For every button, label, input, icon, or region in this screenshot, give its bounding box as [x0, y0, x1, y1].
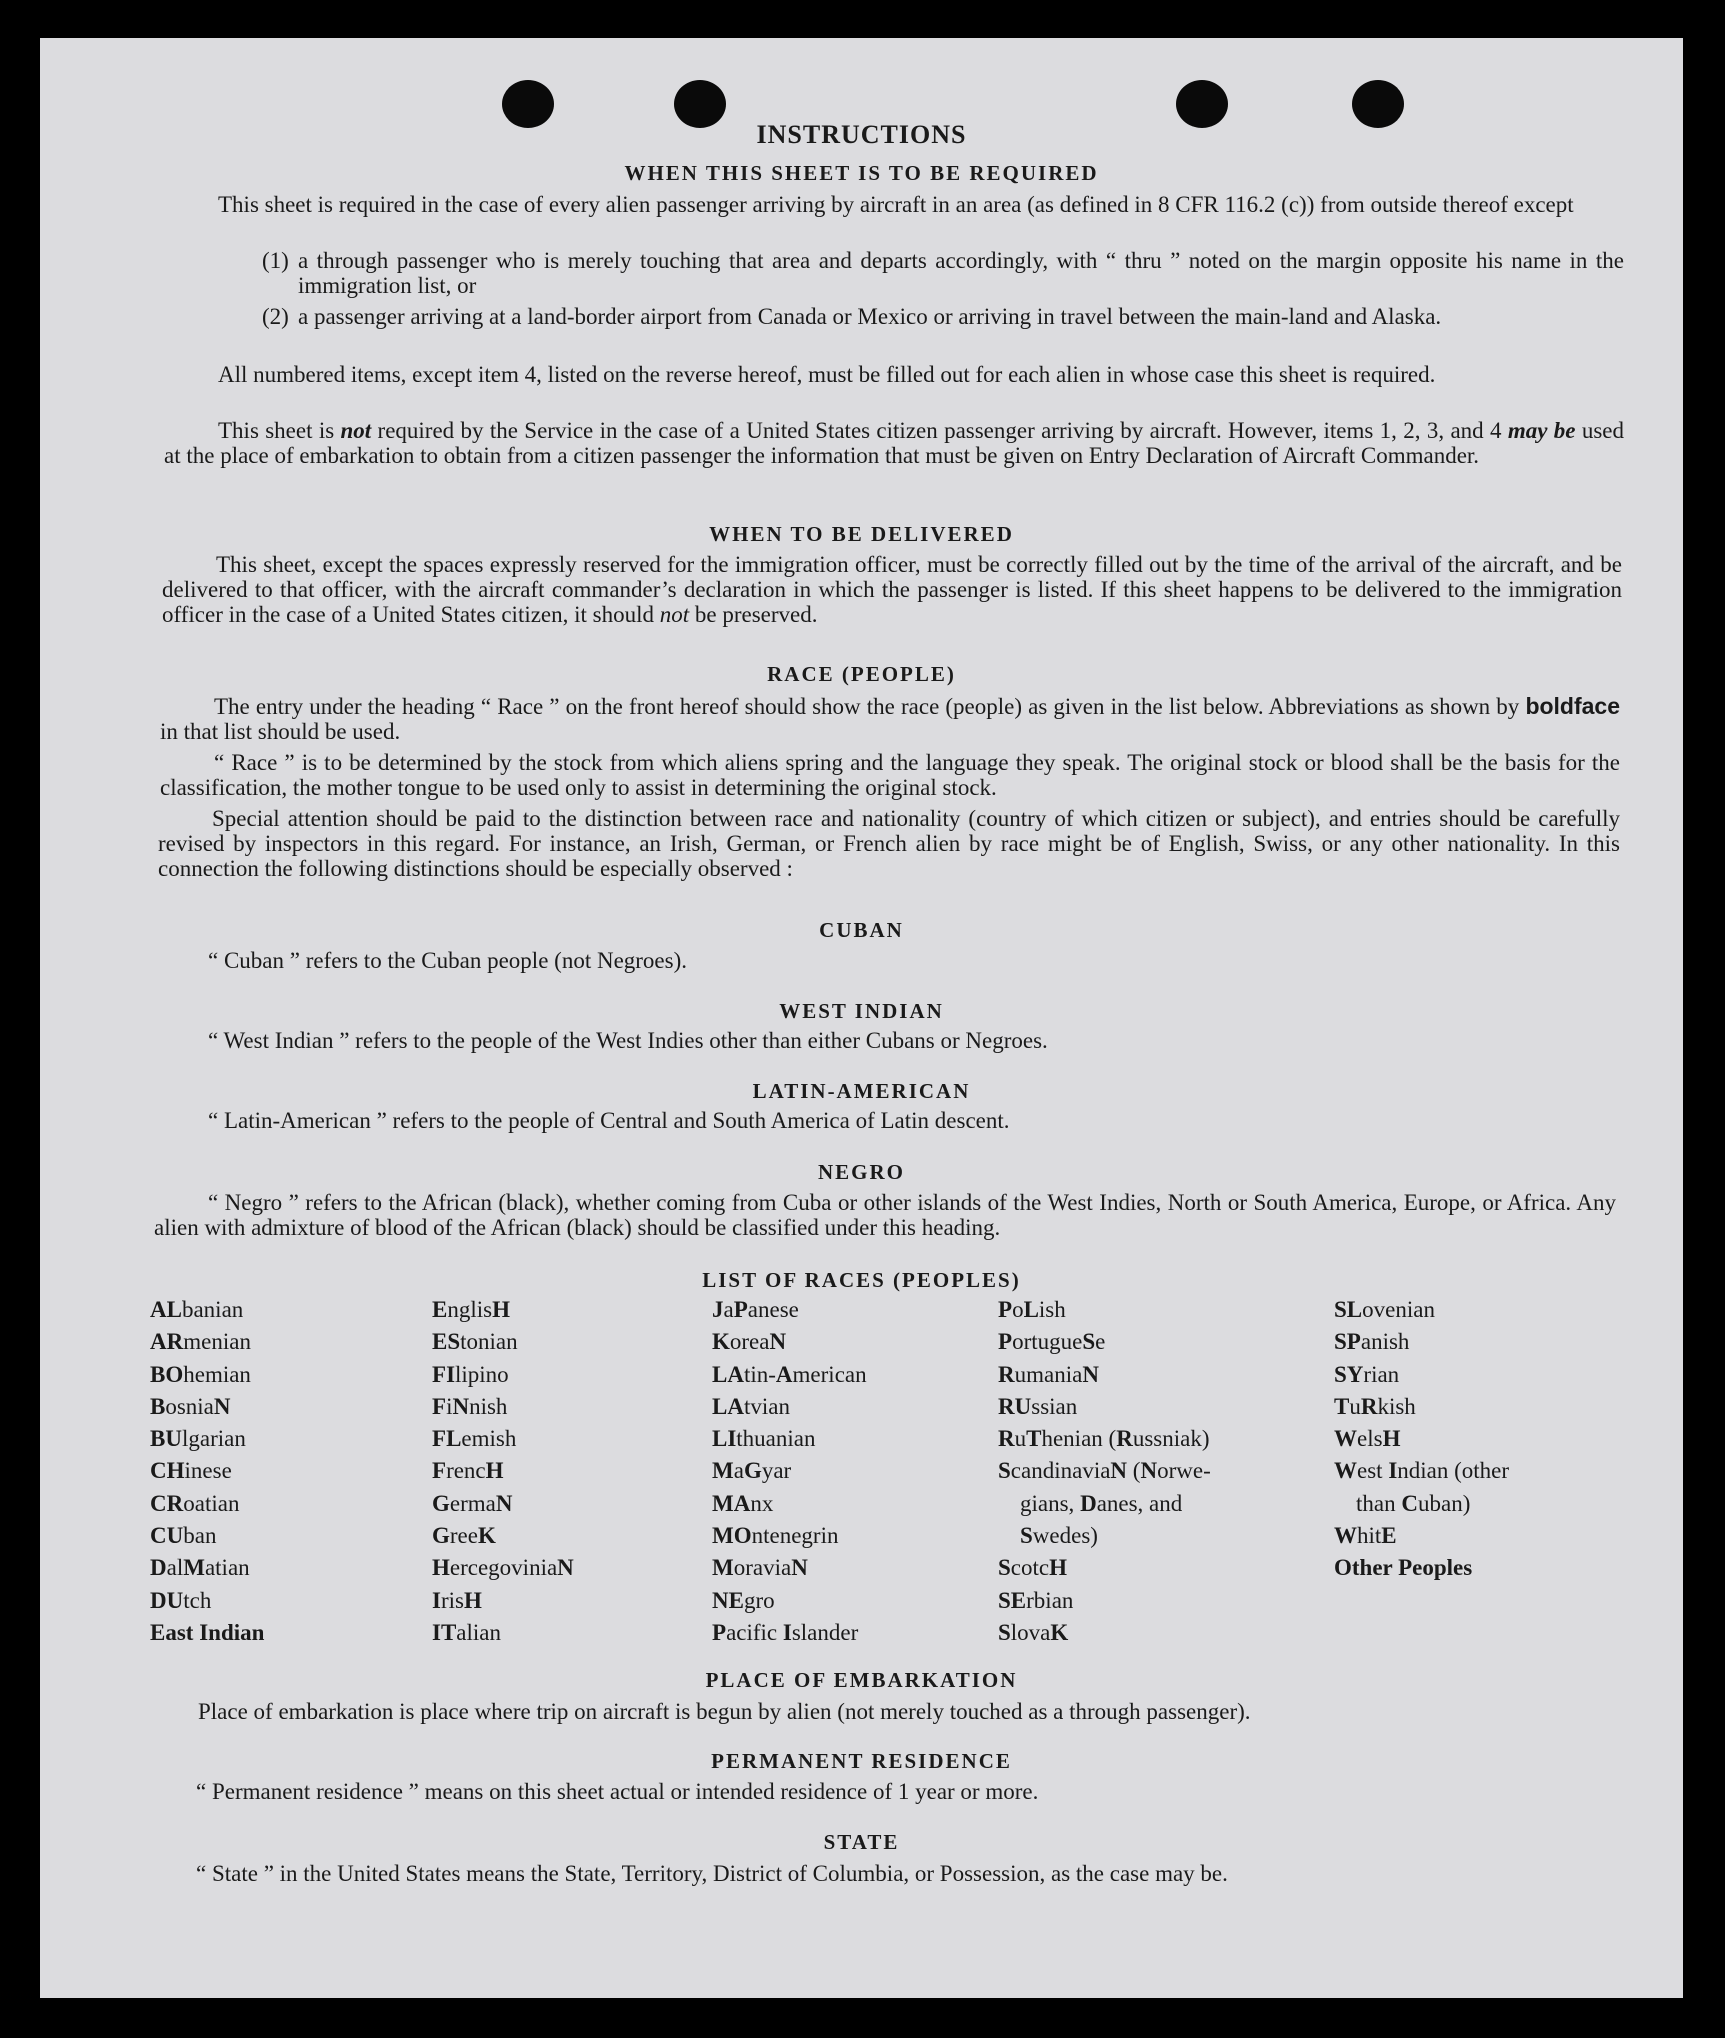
heading-west-indian: WEST INDIAN: [779, 999, 944, 1023]
race-item: LAtin-American: [712, 1361, 867, 1387]
race-item: PortugueSe: [998, 1329, 1106, 1355]
race-item: ITalian: [432, 1619, 501, 1645]
race-item: JaPanese: [712, 1297, 799, 1322]
definition-latin-american: “ Latin-American ” refers to the people of Central and South America of Latin descent.: [208, 1108, 1010, 1133]
race-item: LAtvian: [712, 1393, 790, 1419]
race-item: SYrian: [1334, 1361, 1400, 1387]
race-column-1: [150, 1294, 264, 1649]
race-item: EStonian: [432, 1329, 518, 1355]
race-item: Swedes): [1020, 1523, 1098, 1549]
race-item: ALbanian: [150, 1297, 244, 1322]
heading-state: STATE: [823, 1830, 900, 1854]
race-item: than Cuban): [1356, 1490, 1471, 1516]
paragraph: All numbered items, except item 4, listed on the reverse hereof, must be filled out for each alien in whose case this sheet is required.: [218, 362, 1436, 387]
race-item: RuThenian (Russniak): [998, 1426, 1210, 1452]
race-item: BOhemian: [150, 1361, 251, 1387]
race-item: FLemish: [432, 1426, 517, 1452]
section-heading-delivered: WHEN TO BE DELIVERED: [709, 522, 1014, 546]
definition-state: “ State ” in the United States means the State, Territory, District of Columbia, or Possession, as the case may be.: [196, 1861, 1228, 1886]
section-heading-required: WHEN THIS SHEET IS TO BE REQUIRED: [624, 161, 1099, 185]
heading-negro: NEGRO: [817, 1160, 905, 1184]
section-heading-race: RACE (PEOPLE): [767, 662, 956, 686]
race-item: FIlipino: [432, 1361, 509, 1387]
race-column-2: [432, 1294, 574, 1649]
heading-cuban: CUBAN: [819, 918, 904, 942]
race-item: West Indian (other: [1334, 1458, 1510, 1484]
race-item: MOntenegrin: [712, 1523, 839, 1549]
race-item: LIthuanian: [712, 1426, 816, 1452]
race-column-5: [1334, 1294, 1509, 1585]
page-title: INSTRUCTIONS: [756, 120, 967, 149]
race-item: SErbian: [998, 1587, 1074, 1613]
race-item: NEgro: [712, 1587, 775, 1613]
race-item: GreeK: [432, 1523, 496, 1549]
race-item: Pacific Islander: [712, 1619, 859, 1645]
race-item: WelsH: [1334, 1426, 1401, 1452]
list-item: (1) a through passenger who is merely touching that area and departs accordingly, with “ thru ” noted on the margin opposite his name in the immigration list, or: [262, 248, 1624, 298]
race-item: GermaN: [432, 1490, 513, 1516]
definition-west-indian: “ West Indian ” refers to the people of the West Indies other than either Cubans or Negroes.: [208, 1028, 1048, 1053]
race-item: RumaniaN: [998, 1361, 1099, 1387]
paragraph: The entry under the heading “ Race ” on the front hereof should show the race (people) as given in the list below. Abbreviations as shown by boldface in that list should be used.: [160, 693, 1621, 744]
definition-embarkation: Place of embarkation is place where trip on aircraft is begun by alien (not merely touched as a through passenger).: [198, 1699, 1251, 1724]
heading-latin-american: LATIN-AMERICAN: [752, 1079, 971, 1103]
race-item: SPanish: [1334, 1329, 1410, 1355]
race-item: CRoatian: [150, 1490, 240, 1516]
race-item: RUssian: [998, 1393, 1078, 1419]
race-item: gians, Danes, and: [1020, 1490, 1183, 1516]
race-item: PoLish: [998, 1297, 1066, 1322]
race-item: CHinese: [150, 1458, 232, 1484]
race-item: WhitE: [1334, 1523, 1397, 1549]
paragraph: This sheet is not required by the Service in the case of a United States citizen passenger arriving by aircraft. However, items 1, 2, 3, and 4 may be used at the place of embarkation to obtain from a citizen passenger the information that must be given on Entry Declaration of Aircraft Commander.: [164, 418, 1625, 468]
race-item: MoraviaN: [712, 1555, 808, 1581]
heading-place-of-embarkation: PLACE OF EMBARKATION: [705, 1668, 1018, 1692]
race-item: TuRkish: [1334, 1393, 1416, 1419]
paragraph: This sheet, except the spaces expressly reserved for the immigration officer, must be correctly filled out by the time of the arrival of the aircraft, and be delivered to that officer, with the aircraft commander’s declaration in which the passenger is listed. If this sheet happens to be delivered to the immigration officer in the case of a United States citizen, it should not be preserved.: [162, 552, 1622, 627]
race-item: CUban: [150, 1523, 217, 1549]
definition-cuban: “ Cuban ” refers to the Cuban people (not Negroes).: [208, 948, 688, 973]
race-item: DUtch: [150, 1587, 212, 1613]
race-item: ScandinaviaN (Norwe-: [998, 1458, 1211, 1484]
race-item: BUlgarian: [150, 1426, 246, 1452]
race-item: FiNnish: [432, 1393, 508, 1419]
paragraph: This sheet is required in the case of every alien passenger arriving by aircraft in an area (as defined in 8 CFR 116.2 (c)) from outside thereof except: [218, 192, 1574, 217]
heading-list-of-races: LIST OF RACES (PEOPLES): [702, 1268, 1021, 1292]
race-item: HercegoviniaN: [432, 1555, 574, 1581]
heading-permanent-residence: PERMANENT RESIDENCE: [711, 1749, 1012, 1773]
definition-residence: “ Permanent residence ” means on this sheet actual or intended residence of 1 year or more.: [196, 1779, 1039, 1804]
race-item: ScotcH: [998, 1555, 1067, 1581]
definition-negro: “ Negro ” refers to the African (black), whether coming from Cuba or other islands of the West Indies, North or South America, Europe, or Africa. Any alien with admixture of blood of the African (black) should be classified under this heading.: [154, 1190, 1616, 1240]
instruction-sheet: [40, 38, 1683, 1998]
list-item: (2) a passenger arriving at a land-border airport from Canada or Mexico or arriving in travel between the main-land and Alaska.: [262, 304, 1442, 329]
race-item: MaGyar: [712, 1458, 792, 1484]
race-item: SLovenian: [1334, 1297, 1435, 1322]
race-item: BosniaN: [150, 1393, 231, 1419]
race-item: SlovaK: [998, 1619, 1069, 1645]
race-column-3: [712, 1294, 867, 1649]
race-item: IrisH: [432, 1587, 482, 1613]
race-item: ARmenian: [150, 1329, 251, 1355]
race-item: KoreaN: [712, 1329, 787, 1355]
paragraph: “ Race ” is to be determined by the stock from which aliens spring and the language they speak. The original stock or blood shall be the basis for the classification, the mother tongue to be used only to assist in determining the original stock.: [160, 750, 1620, 800]
race-item: FrencH: [432, 1458, 504, 1484]
paragraph: Special attention should be paid to the distinction between race and nationality (country of which citizen or subject), and entries should be carefully revised by inspectors in this regard. For instance, an Irish, German, or French alien by race might be of English, Swiss, or any other nationality. In this connection the following distinctions should be especially observed :: [158, 806, 1620, 881]
race-item: EnglisH: [432, 1297, 510, 1322]
race-item: DalMatian: [150, 1555, 250, 1581]
race-item: Other Peoples: [1334, 1555, 1473, 1581]
race-item: MAnx: [712, 1490, 774, 1516]
race-column-4: [998, 1294, 1211, 1649]
race-item: East Indian: [150, 1619, 265, 1645]
